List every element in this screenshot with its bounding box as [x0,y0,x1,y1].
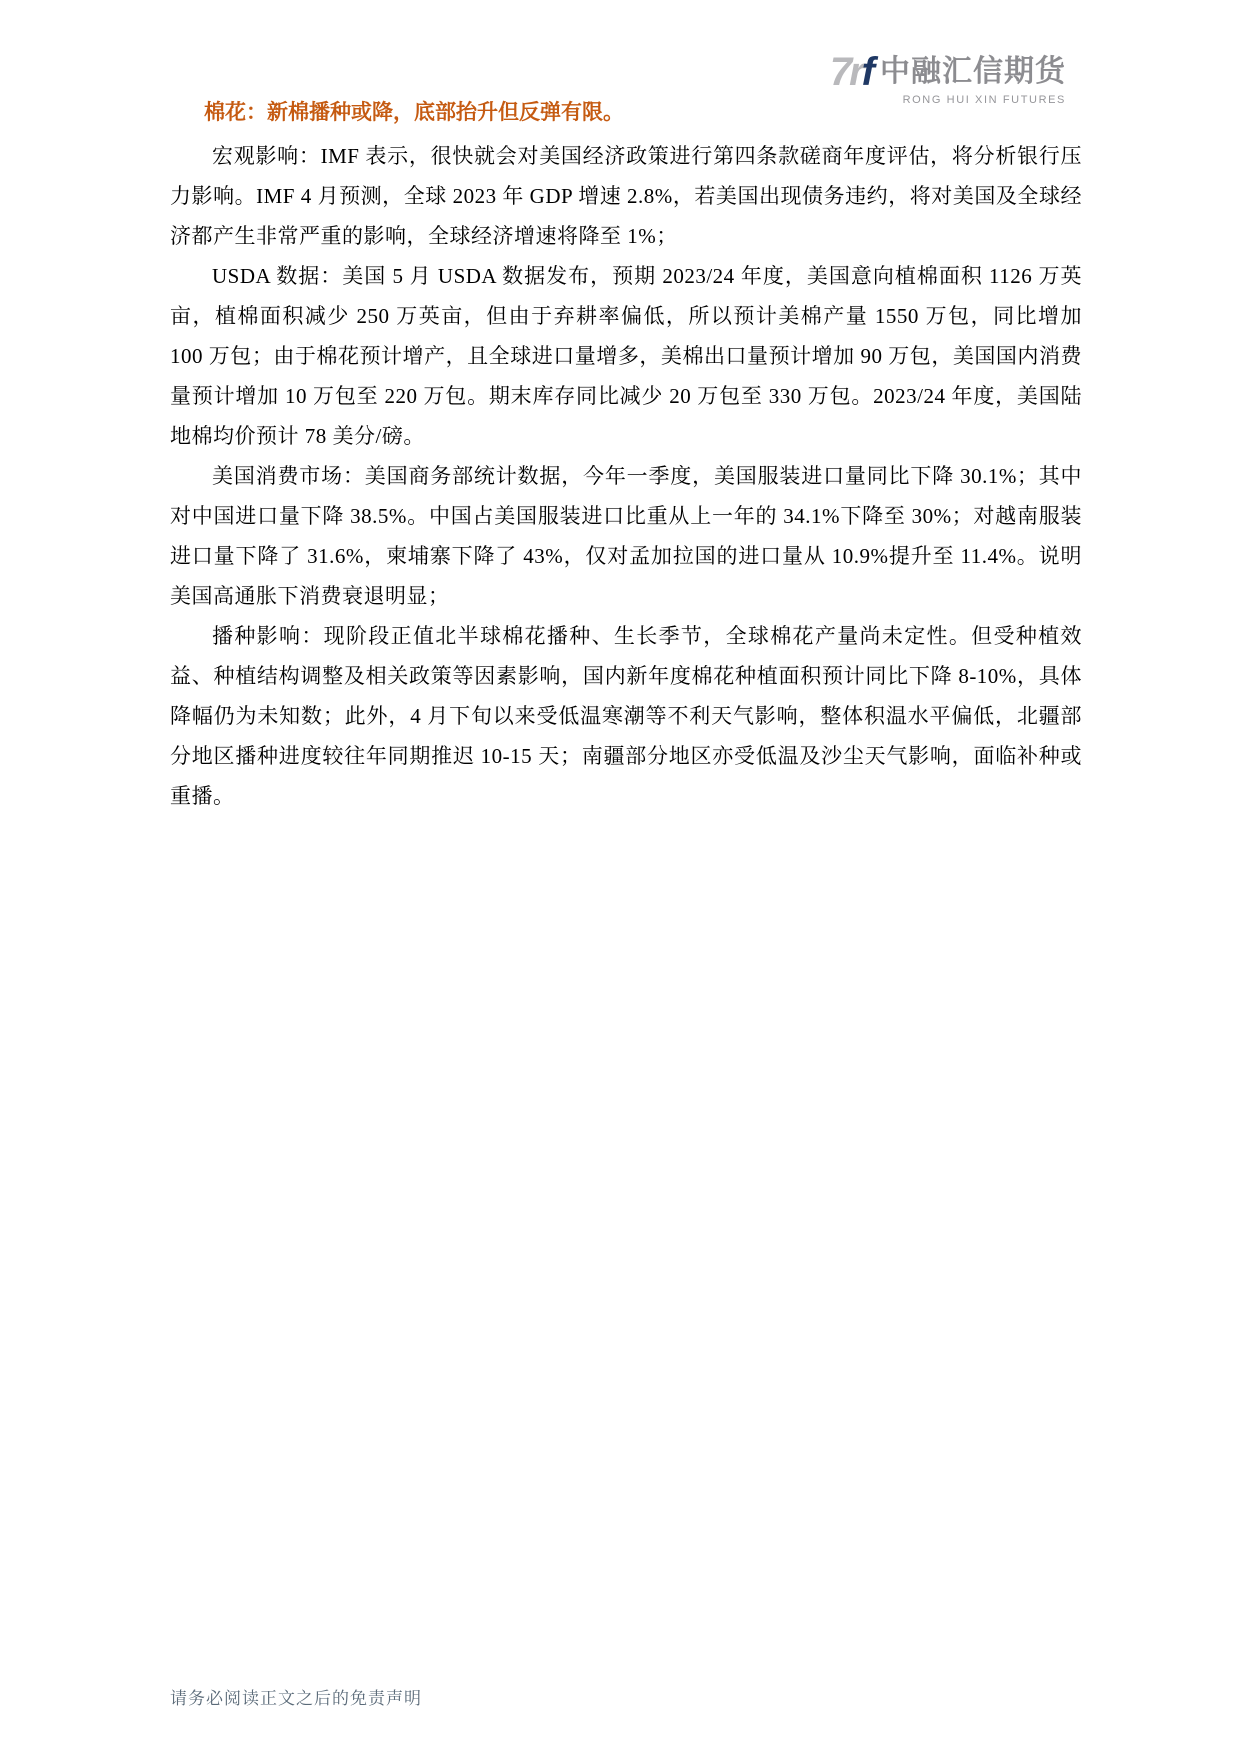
report-body [170,136,1082,816]
report-content [170,96,1082,816]
company-name-cn: 中融汇信期货 [880,55,1066,88]
company-name-en: RONG HUI XIN FUTURES [902,94,1066,106]
report-paragraph: USDA 数据：美国 5 月 USDA 数据发布，预期 2023/24 年度，美国意向植棉面积 1126 万英亩，植棉面积减少 250 万英亩，但由于弃耕率偏低，所以预计美棉产量 1550 万包，同比增加 100 万包；由于棉花预计增产，且全球进口量增多，美棉出口量预计增加 90 万包，美国国内消费量预计增加 10 万包至 220 万包。期末库存同比减少 20 万包至 330 万包。2023/24 年度，美国陆地棉均价预计 78 美分/磅。 [170,264,1082,448]
footer-disclaimer: 请务必阅读正文之后的免责声明 [170,1689,422,1708]
report-paragraph: 美国消费市场：美国商务部统计数据，今年一季度，美国服装进口量同比下降 30.1%；其中对中国进口量下降 38.5%。中国占美国服装进口比重从上一年的 34.1%下降至 30%；对越南服装进口量下降了 31.6%，柬埔寨下降了 43%，仅对孟加拉国的进口量从 10.9%提升至 11.4%。说明美国高通胀下消费衰退明显； [170,464,1082,608]
report-paragraph: 宏观影响：IMF 表示，很快就会对美国经济政策进行第四条款磋商年度评估，将分析银行压力影响。IMF 4 月预测，全球 2023 年 GDP 增速 2.8%，若美国出现债务违约，将对美国及全球经济都产生非常严重的影响，全球经济增速将降至 1%； [170,144,1082,248]
report-paragraph: 播种影响：现阶段正值北半球棉花播种、生长季节，全球棉花产量尚未定性。但受种植效益、种植结构调整及相关政策等因素影响，国内新年度棉花种植面积预计同比下降 8-10%，具体降幅仍为未知数；此外，4 月下旬以来受低温寒潮等不利天气影响，整体积温水平偏低，北疆部分地区播种进度较往年同期推迟 10-15 天；南疆部分地区亦受低温及沙尘天气影响，面临补种或重播。 [170,624,1082,808]
logo-mark-blue: f [861,50,872,94]
logo-row [830,52,1066,92]
rhf-logo-icon [830,52,872,92]
section-heading: 棉花：新棉播种或降，底部抬升但反弹有限。 [204,101,624,124]
logo-mark-gray: 7r [829,50,862,94]
